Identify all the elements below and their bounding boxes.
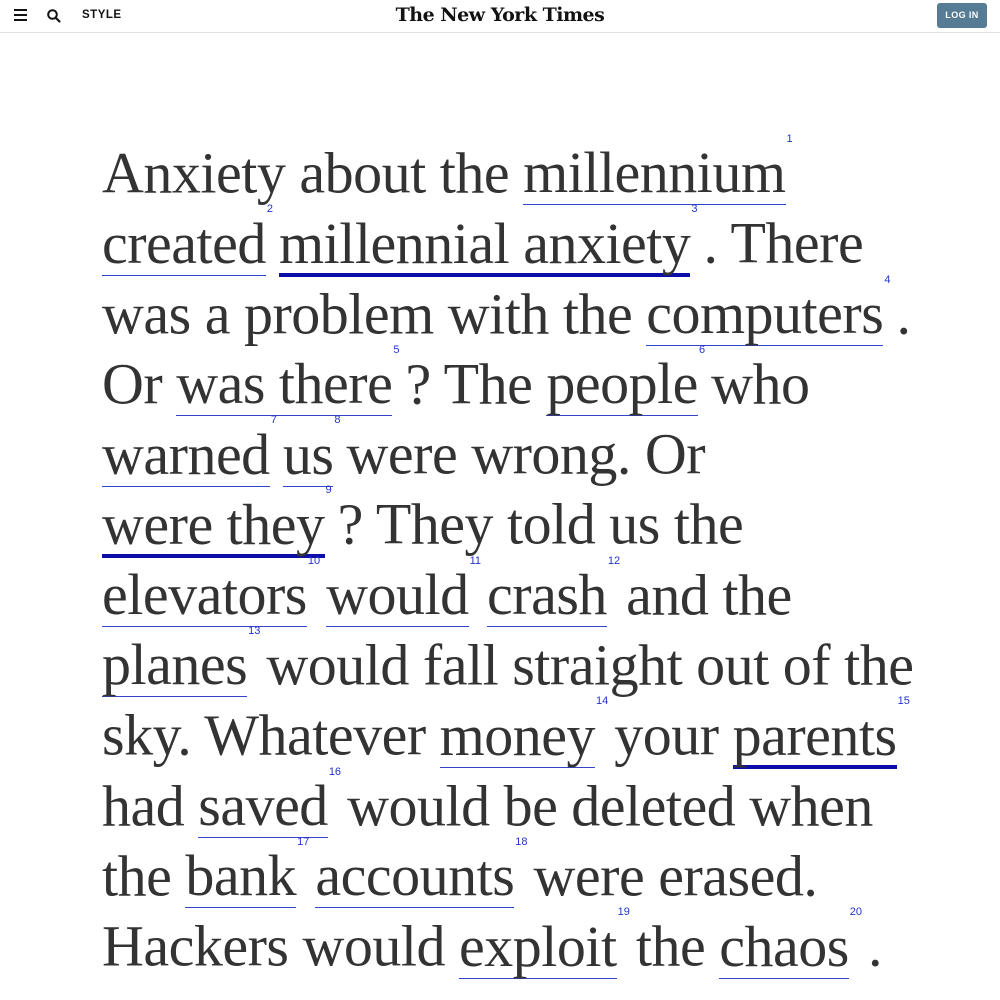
article-line [102, 695, 910, 768]
article-text: the [102, 843, 186, 909]
annotated-word-link[interactable]: millennial anxiety [279, 210, 691, 276]
article-text: . [896, 280, 911, 346]
footnote-marker[interactable]: 9 [325, 484, 332, 497]
section-label[interactable]: STYLE [82, 9, 122, 21]
footnote-marker[interactable]: 14 [596, 695, 609, 708]
article-text: and the [626, 562, 792, 628]
article-line [102, 204, 902, 274]
annotated-word-link[interactable]: computers [646, 280, 884, 346]
article-text: . There [703, 210, 864, 276]
footnote-marker[interactable]: 7 [270, 414, 277, 427]
article-text: the [635, 913, 720, 979]
article-line [102, 907, 902, 977]
footnote-marker[interactable]: 2 [266, 203, 274, 216]
annotated-word-link[interactable]: accounts [315, 843, 515, 909]
footnote-marker[interactable]: 3 [691, 203, 698, 216]
annotated-word-link[interactable]: chaos [719, 913, 849, 979]
footnote-marker[interactable]: 4 [884, 273, 891, 286]
article-text: sky. Whatever [102, 702, 440, 768]
article-text: would fall straight out of the [266, 632, 914, 698]
annotated-word-link[interactable]: elevators [102, 562, 307, 628]
article-line [102, 273, 911, 346]
article-text: had [102, 773, 199, 838]
footnote-marker[interactable]: 5 [393, 343, 400, 356]
annotated-word-link[interactable]: planes [102, 632, 248, 698]
top-bar [0, 0, 1000, 33]
article-line [102, 625, 914, 698]
footnote-marker[interactable]: 17 [297, 835, 310, 848]
article-text: your [614, 702, 733, 768]
footnote-marker[interactable]: 12 [607, 554, 621, 567]
footnote-marker[interactable]: 11 [469, 554, 482, 567]
annotated-word-link[interactable]: was there [176, 351, 393, 417]
footnote-marker[interactable]: 15 [897, 695, 910, 708]
article-line [102, 485, 902, 555]
annotated-word-link[interactable]: money [439, 702, 596, 768]
article-text: who [711, 351, 810, 417]
footnote-marker[interactable]: 1 [786, 133, 793, 145]
article-line [102, 415, 902, 485]
footnote-marker[interactable]: 20 [849, 906, 863, 919]
footnote-marker[interactable]: 10 [307, 554, 321, 567]
annotated-word-link[interactable]: created [102, 210, 266, 276]
annotated-word-link[interactable]: were they [102, 491, 325, 557]
article-line [102, 837, 902, 907]
masthead-logo[interactable]: The New York Times [395, 4, 605, 26]
article-line [102, 767, 902, 837]
article-text: ? The [405, 351, 547, 417]
footnote-marker[interactable]: 16 [328, 765, 342, 778]
footnote-marker[interactable]: 19 [617, 906, 630, 919]
article-text: was a problem with the [102, 280, 647, 346]
article-text: Or [102, 351, 177, 417]
annotated-word-link[interactable]: would [326, 562, 469, 628]
annotated-word-link[interactable]: people [546, 351, 698, 417]
annotated-word-link[interactable]: bank [185, 843, 297, 909]
annotated-word-link[interactable]: warned [102, 421, 270, 487]
login-button[interactable]: LOG IN [937, 3, 987, 28]
article-text: ? They told us the [337, 491, 744, 557]
article-text: were erased. [533, 843, 818, 909]
annotated-word-link[interactable]: crash [487, 562, 607, 628]
article-line [102, 556, 902, 626]
article-body [102, 133, 914, 979]
footnote-marker[interactable]: 13 [248, 625, 261, 638]
article-text: would be deleted when [347, 773, 873, 838]
article-line [102, 345, 902, 415]
article-text: Hackers would [102, 913, 460, 979]
article-text: . [868, 913, 883, 979]
article-line [102, 134, 902, 204]
article-text: Anxiety about the [102, 140, 524, 206]
footnote-marker[interactable]: 18 [515, 835, 528, 848]
article-text: were wrong. Or [346, 421, 706, 487]
footnote-marker[interactable]: 8 [334, 414, 341, 427]
footnote-marker[interactable]: 6 [698, 343, 706, 356]
annotated-word-link[interactable]: millennium [523, 140, 786, 206]
annotated-word-link[interactable]: saved [198, 773, 328, 838]
annotated-word-link[interactable]: us [282, 421, 334, 487]
annotated-word-link[interactable]: exploit [459, 913, 617, 979]
annotated-word-link[interactable]: parents [732, 702, 897, 768]
